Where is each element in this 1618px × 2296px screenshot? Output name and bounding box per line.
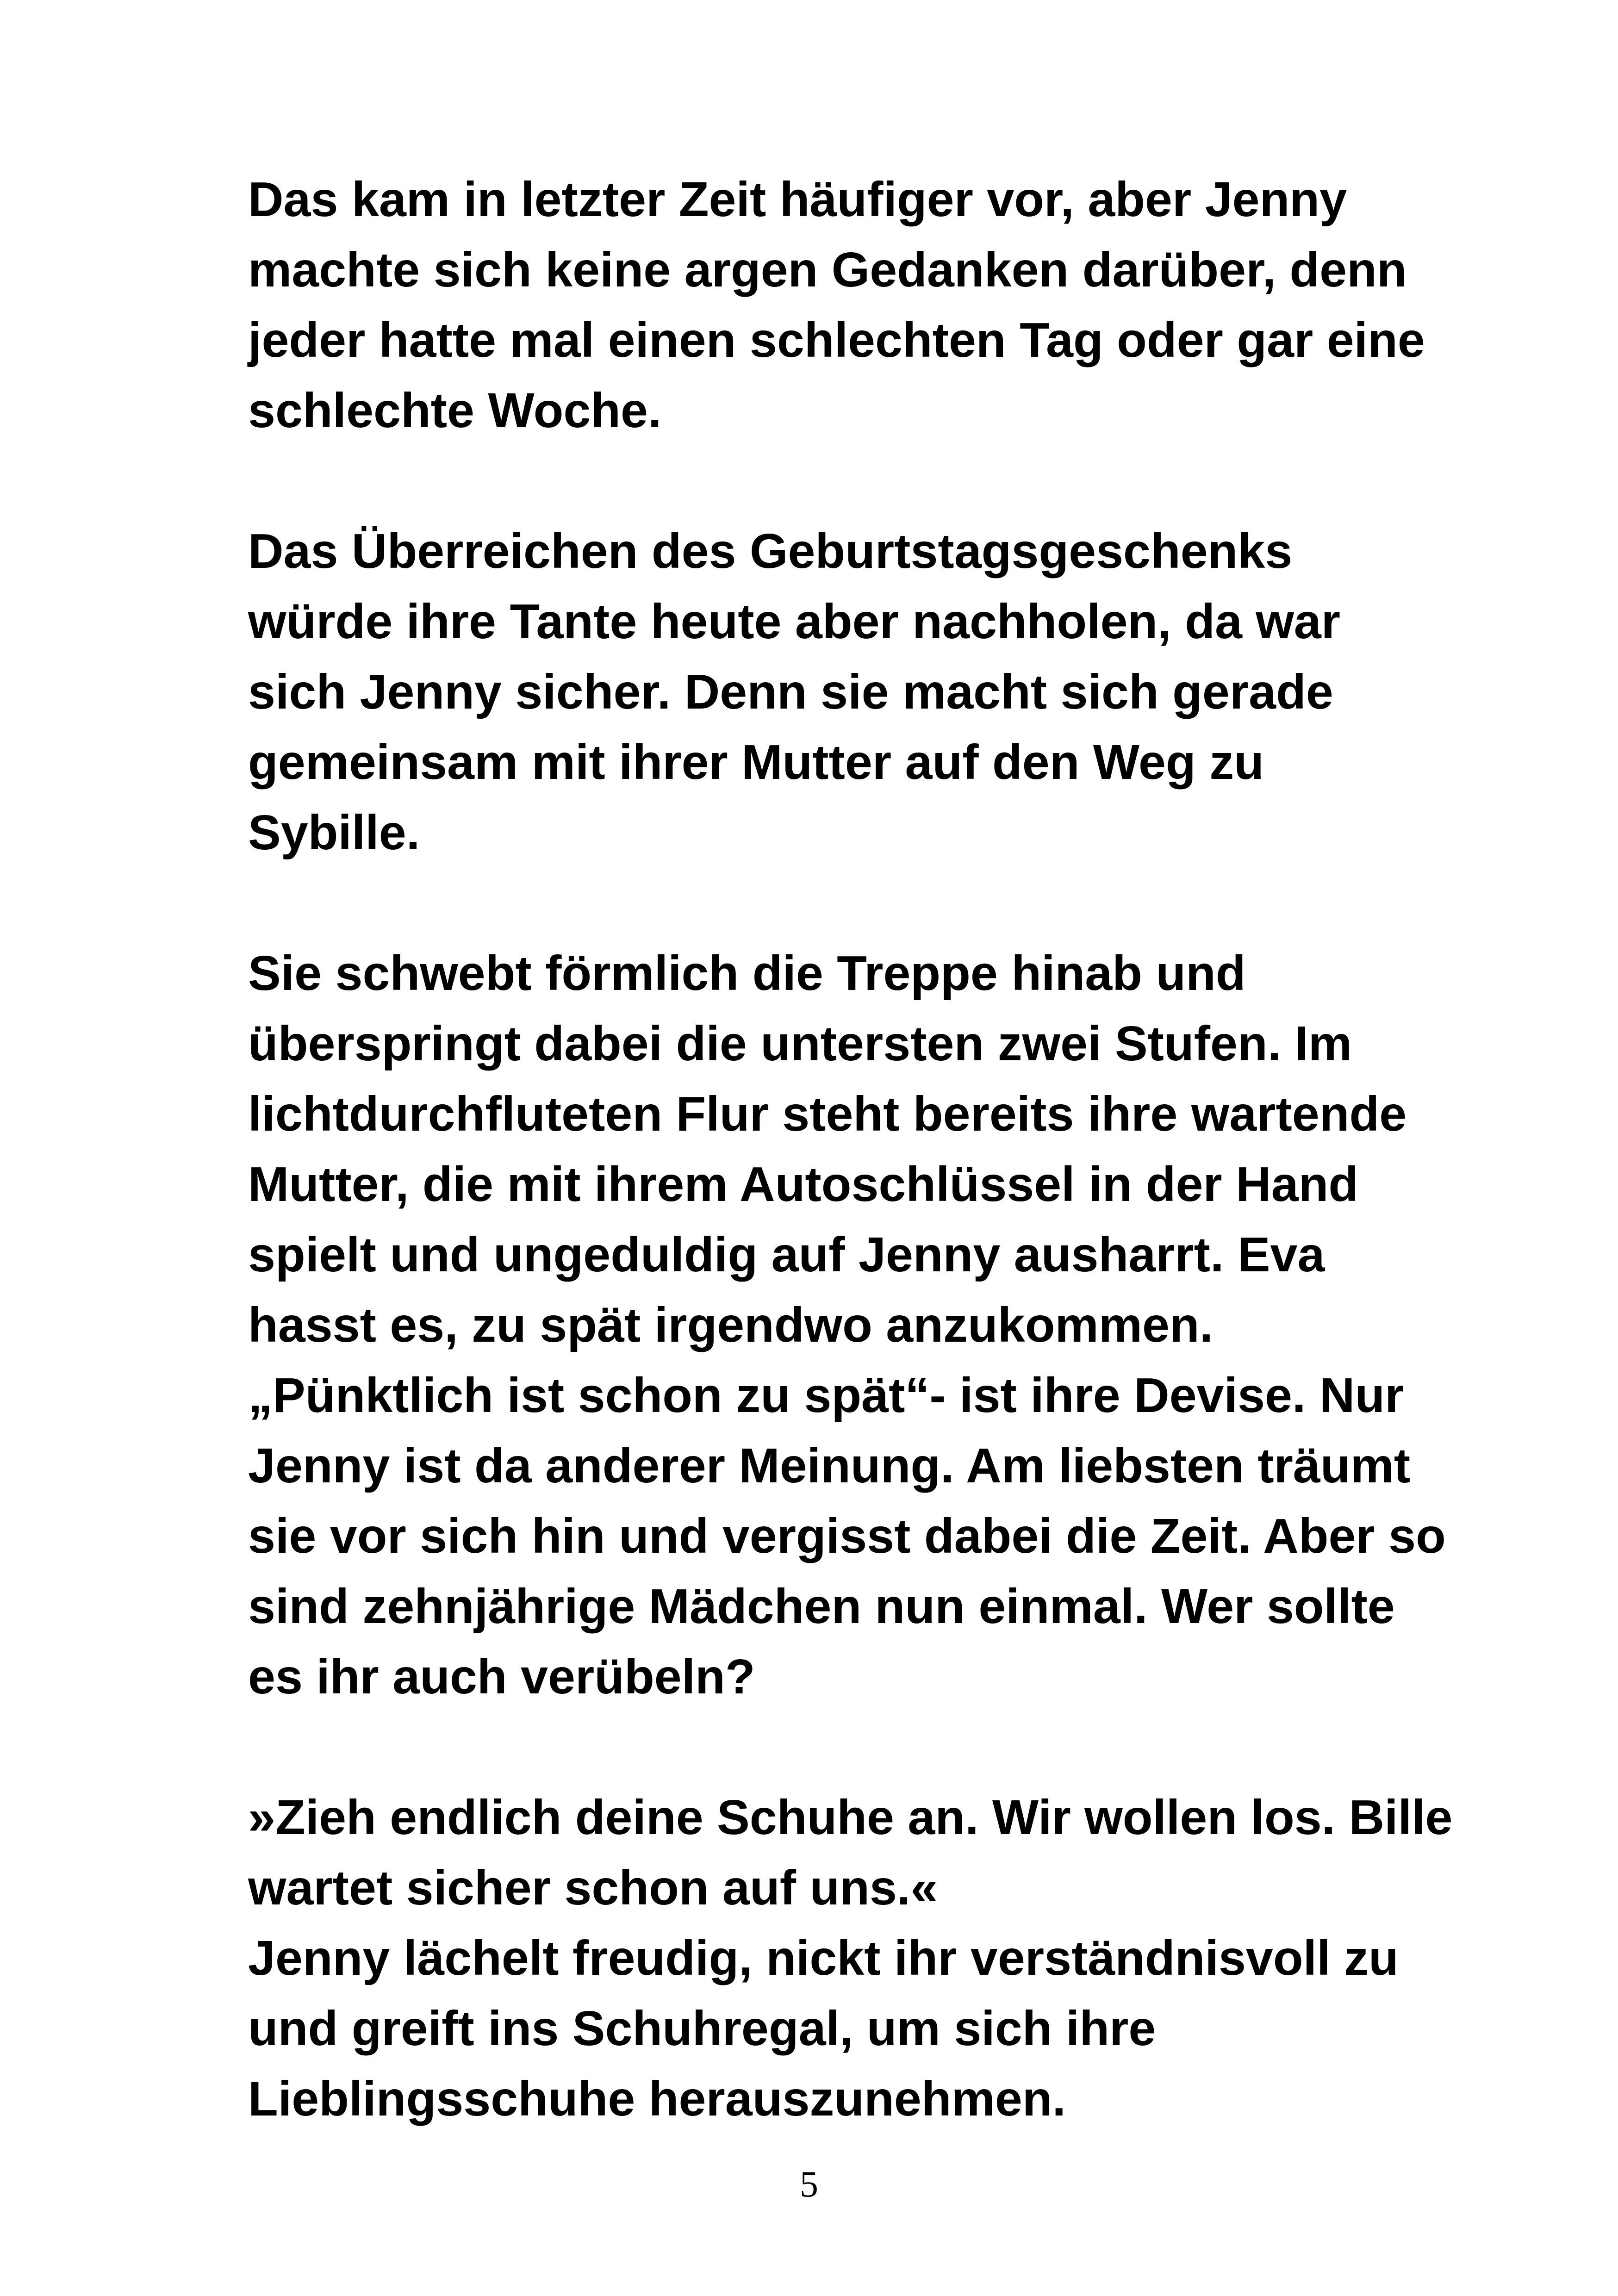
text-line: Das Überreichen des Geburtstagsgeschenks bbox=[248, 524, 1293, 579]
text-line: schlechte Woche. bbox=[248, 383, 662, 438]
paragraph-4 bbox=[248, 1782, 1498, 2134]
body-text bbox=[248, 164, 1498, 2134]
text-line: Lieblingsschuhe herauszunehmen. bbox=[248, 2072, 1066, 2126]
text-line: Mutter, die mit ihrem Autoschlüssel in der Hand bbox=[248, 1157, 1359, 1212]
text-line: spielt und ungeduldig auf Jenny ausharrt. Eva bbox=[248, 1227, 1325, 1282]
text-line: Sybille. bbox=[248, 805, 420, 860]
text-line: sind zehnjährige Mädchen nun einmal. Wer sollte bbox=[248, 1579, 1395, 1634]
text-line: jeder hatte mal einen schlechten Tag oder gar eine bbox=[248, 313, 1425, 367]
text-line: lichtdurchfluteten Flur steht bereits ihre wartende bbox=[248, 1087, 1407, 1141]
text-line: sich Jenny sicher. Denn sie macht sich gerade bbox=[248, 665, 1333, 719]
text-line: sie vor sich hin und vergisst dabei die Zeit. Aber so bbox=[248, 1509, 1446, 1563]
paragraph-1 bbox=[248, 164, 1498, 446]
text-line: Sie schwebt förmlich die Treppe hinab und bbox=[248, 946, 1246, 1001]
text-line: und greift ins Schuhregal, um sich ihre bbox=[248, 2001, 1156, 2056]
paragraph-2 bbox=[248, 516, 1498, 868]
paragraph-spacer bbox=[248, 868, 1498, 938]
paragraph-spacer bbox=[248, 446, 1498, 516]
text-line: Das kam in letzter Zeit häufiger vor, aber Jenny bbox=[248, 172, 1347, 227]
text-line: Jenny ist da anderer Meinung. Am liebsten träumt bbox=[248, 1438, 1411, 1493]
text-line: überspringt dabei die untersten zwei Stufen. Im bbox=[248, 1016, 1352, 1071]
paragraph-3 bbox=[248, 938, 1498, 1712]
text-line: hasst es, zu spät irgendwo anzukommen. bbox=[248, 1298, 1214, 1352]
text-line: Jenny lächelt freudig, nickt ihr verständnisvoll zu bbox=[248, 1931, 1399, 1985]
text-line: gemeinsam mit ihrer Mutter auf den Weg zu bbox=[248, 735, 1264, 790]
page-number: 5 bbox=[800, 2164, 818, 2205]
text-line: „Pünktlich ist schon zu spät“- ist ihre Devise. Nur bbox=[248, 1368, 1404, 1423]
paragraph-spacer bbox=[248, 1712, 1498, 1782]
text-line: machte sich keine argen Gedanken darüber, denn bbox=[248, 243, 1407, 297]
text-line: wartet sicher schon auf uns.« bbox=[248, 1860, 938, 1915]
text-line: es ihr auch verübeln? bbox=[248, 1649, 755, 1704]
text-line: würde ihre Tante heute aber nachholen, da war bbox=[248, 594, 1341, 649]
text-line: »Zieh endlich deine Schuhe an. Wir wollen los. Bille bbox=[248, 1790, 1453, 1845]
